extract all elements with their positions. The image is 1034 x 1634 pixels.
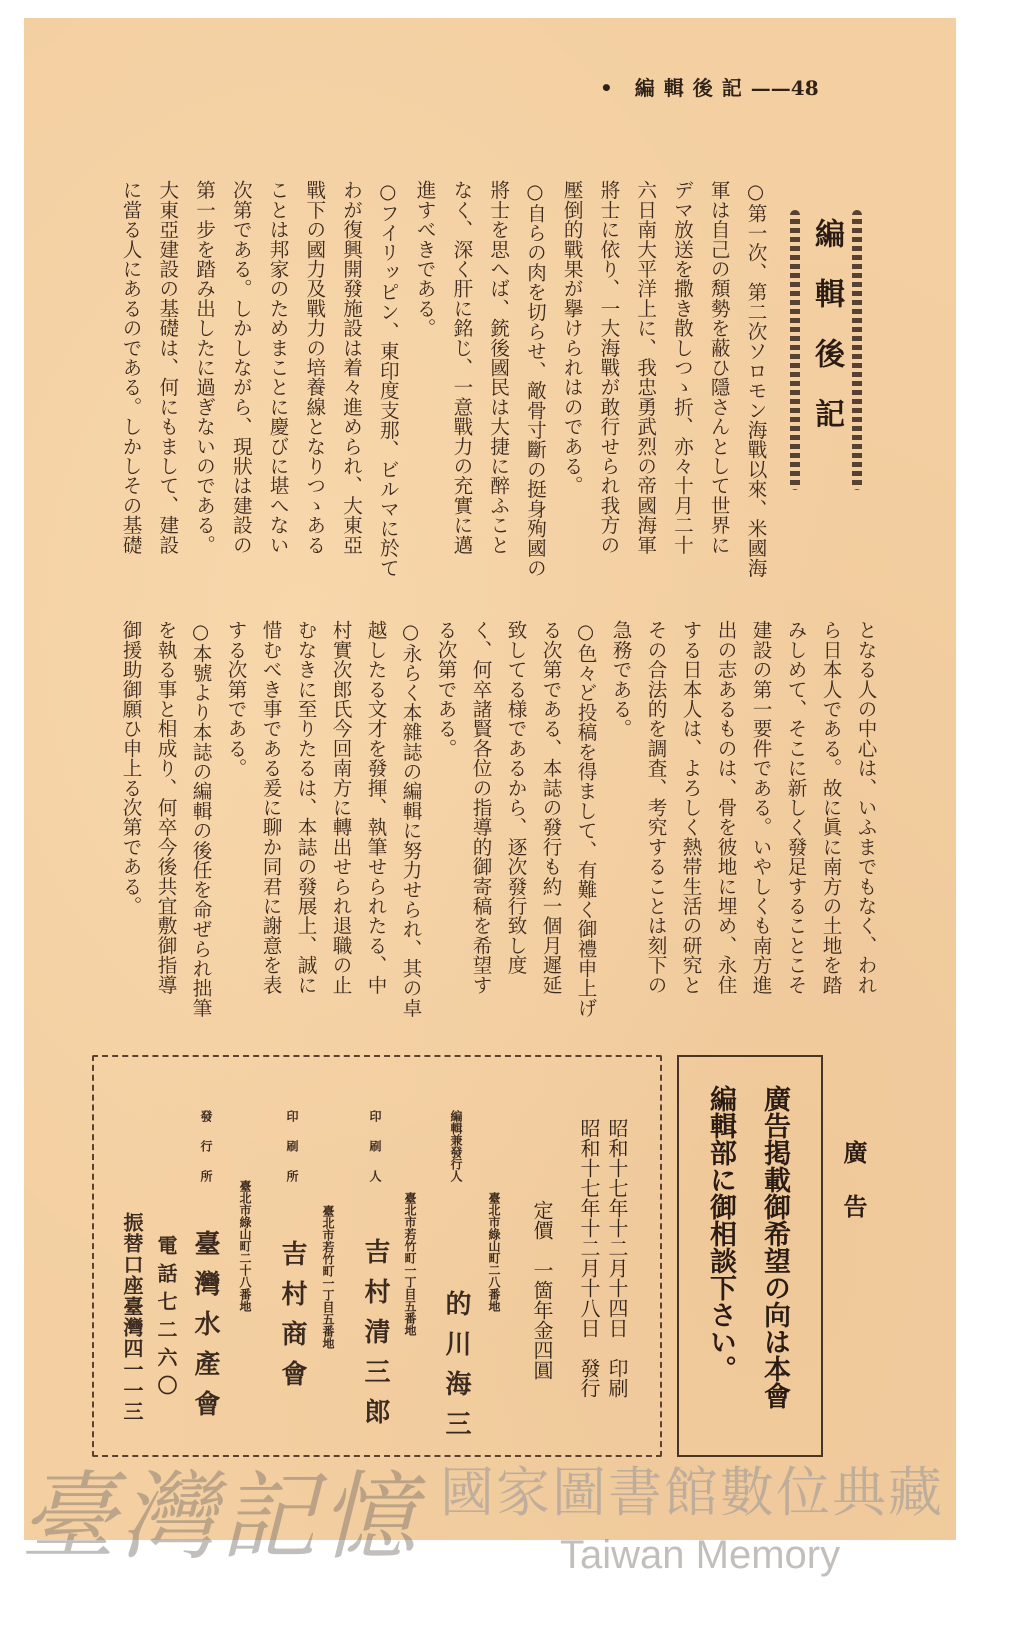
text-column: 將士を思へば、銃後國民は大捷に醉ふこと bbox=[486, 180, 510, 555]
editor-label: 編輯兼發行人 bbox=[449, 1110, 463, 1182]
text-column: みしめて、そこに新しく發足することこそ bbox=[784, 620, 807, 995]
text-column: デマ放送を撒き散しつゝ折、亦々十月二十 bbox=[670, 180, 694, 555]
text-column: 次第である。しかしながら、現狀は建設の bbox=[229, 180, 253, 555]
running-header bbox=[600, 72, 819, 101]
header-bullet: • bbox=[600, 76, 613, 100]
text-column: ○本號より本誌の編輯の後任を命ぜられ拙筆 bbox=[189, 620, 212, 1018]
watermark-sub: 國家圖書館數位典藏 bbox=[440, 1461, 944, 1524]
text-column: なく、深く肝に銘じ、一意戰力の充實に邁 bbox=[449, 180, 473, 555]
printed-date: 昭和十七年十二月十四日 印刷 bbox=[605, 1118, 629, 1398]
text-column: 軍は自己の頽勢を蔽ひ隱さんとして世界に bbox=[707, 180, 731, 555]
publisher-name: 臺灣水產會 bbox=[190, 1230, 220, 1430]
text-column: に當る人にあるのである。しかしその基礎 bbox=[119, 180, 142, 555]
text-column: ○永らく本雜誌の編輯に努力せられ、其の卓 bbox=[399, 620, 422, 1018]
transfer-account: 振替口座臺灣四一一三 bbox=[120, 1212, 144, 1422]
text-column: 越したる文才を發揮、執筆せられたる、中 bbox=[364, 620, 387, 995]
decorative-border-left bbox=[790, 210, 800, 490]
editor-address: 臺北市綠山町二八番地 bbox=[487, 1192, 501, 1312]
text-column: く、何卒諸賢各位の指導的御寄稿を希望す bbox=[469, 620, 492, 995]
print-shop-label: 印刷所 bbox=[285, 1110, 299, 1200]
text-column: ○フイリッピン、東印度支那、ビルマに於て bbox=[376, 180, 400, 578]
advertisement-line-2: 編輯部に御相談下さい。 bbox=[705, 1085, 736, 1382]
text-column: ○自らの肉を切らせ、敵骨寸斷の挺身殉國の bbox=[523, 180, 547, 578]
text-column: わが復興開發施設は着々進められ、大東亞 bbox=[339, 180, 363, 555]
text-column: する次第である。 bbox=[224, 620, 247, 778]
text-column: むなきに至りたるは、本誌の發展上、誠に bbox=[294, 620, 317, 995]
page-number: ——48 bbox=[750, 76, 819, 100]
printer-label: 印刷人 bbox=[368, 1110, 382, 1200]
printer-name: 吉村清三郎 bbox=[360, 1238, 390, 1438]
text-column: を執る事と相成り、何卒今後共宜敷御指導 bbox=[154, 620, 177, 995]
text-column: ○色々ど投稿を得まして、有難く御禮申上げ bbox=[574, 620, 597, 1018]
text-column: 出の志あるものは、骨を彼地に埋め、永住 bbox=[714, 620, 737, 995]
print-shop-name: 吉村商會 bbox=[277, 1240, 307, 1400]
advertisement-label: 廣告 bbox=[839, 1140, 868, 1248]
text-column: 第一步を踏み出したに過ぎないのである。 bbox=[192, 180, 216, 555]
text-column: 進すべきである。 bbox=[413, 180, 437, 338]
text-column: 村實次郎氏今回南方に轉出せられ退職の止 bbox=[329, 620, 352, 995]
text-column: その合法的を調査、考究することは刻下の bbox=[644, 620, 667, 995]
editor-name: 的川海三 bbox=[441, 1290, 471, 1450]
phone-number: 電話七二六〇 bbox=[154, 1235, 178, 1403]
text-column: 急務である。 bbox=[609, 620, 632, 739]
text-column: となる人の中心は、いふまでもなく、われ bbox=[854, 620, 877, 995]
article-title: 編輯後記 bbox=[809, 218, 844, 458]
text-column: 致してる様であるから、逐次發行致し度 bbox=[504, 620, 527, 975]
text-column: 戰下の國力及戰力の培養線となりつゝある bbox=[302, 180, 326, 555]
decorative-border-right bbox=[852, 210, 862, 490]
advertisement-line-1: 廣告掲載御希望の向は本會 bbox=[759, 1085, 790, 1409]
text-column: る次第である。 bbox=[434, 620, 457, 758]
text-column: ことは邦家のためまことに慶びに堪へない bbox=[266, 180, 290, 555]
publisher-address: 臺北市綠山町二十八番地 bbox=[238, 1180, 252, 1312]
text-column: る次第である、本誌の發行も約一個月遲延 bbox=[539, 620, 562, 995]
text-column: 大東亞建設の基礎は、何にもまして、建設 bbox=[155, 180, 179, 555]
watermark-english: Taiwan Memory bbox=[560, 1533, 841, 1577]
text-column: 惜むべき事である爰に聊か同君に謝意を表 bbox=[259, 620, 282, 995]
header-title: 編輯後記 bbox=[634, 76, 751, 100]
text-column: 建設の第一要件である。いやしくも南方進 bbox=[749, 620, 772, 995]
text-column: 壓倒的戰果が擧けられはのである。 bbox=[560, 180, 584, 496]
text-column: する日本人は、よろしく熱帯生活の研究と bbox=[679, 620, 702, 995]
text-column: 御援助御願ひ申上る次第である。 bbox=[119, 620, 142, 916]
price: 定價 一箇年金四圓 bbox=[530, 1200, 554, 1380]
printer-address: 臺北市若竹町一丁目五番地 bbox=[403, 1192, 417, 1336]
watermark-main: 臺灣記憶 bbox=[20, 1461, 420, 1573]
text-column: ら日本人である。故に眞に南方の土地を踏 bbox=[819, 620, 842, 995]
text-column: 將士に依り、一大海戰が敢行せられ我方の bbox=[596, 180, 620, 555]
issued-date: 昭和十七年十二月十八日 發行 bbox=[577, 1118, 601, 1398]
print-shop-address: 臺北市若竹町一丁目五番地 bbox=[321, 1205, 335, 1349]
publisher-label: 發行所 bbox=[199, 1110, 213, 1200]
text-column: ○第一次、第二次ソロモン海戰以來、米國海 bbox=[744, 180, 767, 578]
text-column: 六日南大平洋上に、我忠勇武烈の帝國海軍 bbox=[633, 180, 657, 555]
